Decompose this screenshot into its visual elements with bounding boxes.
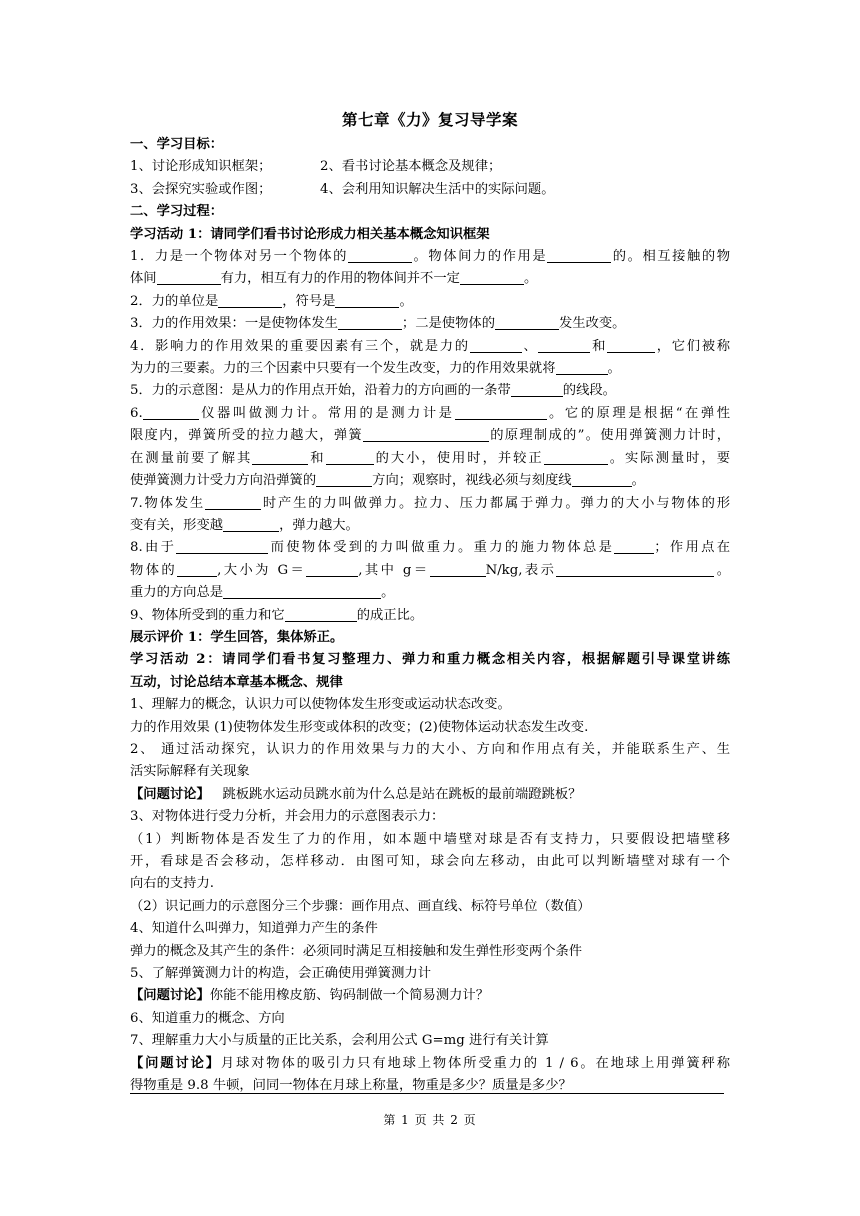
point-2-line-1: 2、 通过活动探究，认识力的作用效果与力的大小、方向和作用点有关，并能联系生产、生 <box>130 741 730 757</box>
activity-2-heading-line-2: 互动，讨论总结本章基本概念、规律 <box>130 674 343 690</box>
blank[interactable] <box>143 404 199 420</box>
goal-item: 3、会探究实验或作图； <box>130 181 272 197</box>
text: ，符号是 <box>282 293 336 309</box>
activity-1-heading: 学习活动 1：请同学们看书讨论形成力相关基本概念知识框架 <box>130 226 490 242</box>
question-5 <box>130 380 730 402</box>
blank[interactable] <box>176 538 268 554</box>
blank[interactable] <box>556 359 608 375</box>
text: 。 <box>399 293 413 309</box>
text: 的。相互接触的物 <box>611 249 730 265</box>
blank[interactable] <box>614 538 654 554</box>
activity-2-heading-line-1: 学习活动 2：请同学们看书复习整理力、弹力和重力概念相关内容，根据解题引导课堂讲练 <box>130 652 730 668</box>
text: 。 <box>523 271 538 287</box>
point-3-sub-1-line-3: 向右的支持力. <box>130 876 215 892</box>
text: 有力，相互有力的作用的物体间并不一定 <box>220 271 460 287</box>
question-4-line-2 <box>130 358 730 380</box>
text: 6. <box>130 405 143 421</box>
text: N/kg,表示 <box>485 562 557 578</box>
text: 而使物体受到的力叫做重力。重力的施力物体总是 <box>268 540 615 556</box>
discussion-label: 【问题讨论】 <box>130 786 210 802</box>
text: 。 <box>607 361 621 377</box>
question-2 <box>130 291 730 313</box>
discussion-label: 【问题讨论】 <box>130 988 210 1004</box>
point-4: 4、知道什么叫弹力，知道弹力产生的条件 <box>130 921 378 937</box>
text: 体间 <box>130 271 157 287</box>
point-2-line-2: 活实际解释有关现象 <box>130 764 250 780</box>
question-8-line-1 <box>130 537 730 559</box>
goals-row-2 <box>130 179 730 201</box>
text: 使弹簧测力计受力方向沿弹簧的 <box>130 473 317 489</box>
text: 和 <box>308 450 326 466</box>
text: 和 <box>590 338 608 354</box>
blank[interactable] <box>306 561 358 577</box>
text: 的原理制成的”。使用弹簧测力计时， <box>488 428 730 444</box>
blank[interactable] <box>363 426 489 442</box>
text: 变有关，形变越 <box>130 517 224 533</box>
page-title: 第七章《力》复习导学案 <box>341 110 518 129</box>
text: 发生改变。 <box>559 316 626 332</box>
goals-row-1 <box>130 156 730 178</box>
text: 5．力的示意图：是从力的作用点开始，沿着力的方向画的一条带 <box>130 383 511 399</box>
point-3: 3、对物体进行受力分析，并会用力的示意图表示力： <box>130 809 445 825</box>
blank[interactable] <box>544 449 608 465</box>
question-6-line-1 <box>130 403 730 425</box>
text: 。 <box>714 562 730 578</box>
point-3-sub-1-line-2: 开，看球是否会移动，怎样移动．由图可知，球会向左移动，由此可以判断墙壁对球有一个 <box>130 854 730 869</box>
text: 的线段。 <box>562 383 616 399</box>
question-9 <box>130 605 730 627</box>
discussion-3-line-2: 得物重是 9.8 牛顿，问同一物体在月球上称量，物重是多少？质量是多少？ <box>130 1078 572 1094</box>
text: ，它们被称 <box>655 338 730 354</box>
text: 方向；观察时，视线必须与刻度线 <box>372 473 572 489</box>
blank[interactable] <box>157 269 221 285</box>
section-heading-process: 二、学习过程： <box>130 204 224 220</box>
question-1-line-2 <box>130 268 730 290</box>
blank[interactable] <box>316 471 372 487</box>
section-heading-goals: 一、学习目标： <box>130 137 224 152</box>
question-6-line-4 <box>130 470 730 492</box>
blank[interactable] <box>495 314 559 330</box>
goal-item: 4、会利用知识解决生活中的实际问题。 <box>320 181 555 197</box>
blank[interactable] <box>348 247 412 263</box>
discussion-3-line-1 <box>130 1053 730 1075</box>
question-1-line-1 <box>130 246 730 268</box>
text: 为力的三要素。力的三个因素中只要有一个发生改变，力的作用效果就将 <box>130 361 556 377</box>
text: 的成正比。 <box>356 607 424 623</box>
text: 时产生的力叫做弹力。拉力、压力都属于弹力。弹力的大小与物体的形 <box>261 495 730 511</box>
blank[interactable] <box>572 471 632 487</box>
text: 。物体间力的作用是 <box>411 249 548 265</box>
evaluation-1: 展示评价 1：学生回答，集体矫正。 <box>130 629 344 645</box>
blank[interactable] <box>607 337 655 353</box>
blank[interactable] <box>460 269 524 285</box>
blank[interactable] <box>338 314 402 330</box>
discussion-1 <box>130 784 730 806</box>
text: 、 <box>521 338 539 354</box>
text: 9、物体所受到的重力和它 <box>130 607 285 623</box>
text: ，弹力越大。 <box>279 517 359 533</box>
point-1-detail: 力的作用效果 (1)使物体发生形变或体积的改变；(2)使物体运动状态发生改变. <box>130 719 589 735</box>
text: 1．力是一个物体对另一个物体的 <box>130 249 348 265</box>
blank[interactable] <box>335 292 399 308</box>
discussion-label: 【问题讨论】 <box>130 1055 221 1071</box>
point-4-detail: 弹力的概念及其产生的条件：必须同时满足互相接触和发生弹性形变两个条件 <box>130 943 583 959</box>
text: ；二是使物体的 <box>401 316 495 332</box>
text: 3．力的作用效果：一是使物体发生 <box>130 316 338 332</box>
question-7-line-2 <box>130 515 730 537</box>
point-7: 7、理解重力大小与质量的正比关系，会利用公式 G=mg 进行有关计算 <box>130 1033 549 1049</box>
discussion-text: 跳板跳水运动员跳水前为什么总是站在跳板的最前端蹬跳板？ <box>222 786 582 802</box>
text: 7.物体发生 <box>130 495 206 511</box>
discussion-2 <box>130 985 730 1007</box>
question-8-line-3 <box>130 582 730 604</box>
text: 仪器叫做测力计。常用的是测力计是 <box>198 405 455 421</box>
blank[interactable] <box>285 606 357 622</box>
footer-divider <box>130 1093 724 1094</box>
point-3-sub-2: （2）识记画力的示意图分三个步骤：画作用点、画直线、标符号单位（数值） <box>130 898 591 914</box>
discussion-text: 月球对物体的吸引力只有地球上物体所受重力的 1 / 6。在地球上用弹簧秤称 <box>220 1055 730 1071</box>
text: 。 <box>631 473 645 489</box>
goal-item: 2、看书讨论基本概念及规律； <box>320 159 502 175</box>
text: ,大小为 G＝ <box>217 562 307 578</box>
text: 。 <box>381 585 395 601</box>
question-3 <box>130 313 730 335</box>
point-5: 5、了解弹簧测力计的构造，会正确使用弹簧测力计 <box>130 966 431 982</box>
point-6: 6、知道重力的概念、方向 <box>130 1010 285 1026</box>
blank[interactable] <box>547 247 611 263</box>
question-6-line-2 <box>130 425 730 447</box>
blank[interactable] <box>205 494 261 510</box>
question-8-line-2 <box>130 560 730 582</box>
text: ；作用点在 <box>654 540 730 556</box>
text: 2．力的单位是 <box>130 293 219 309</box>
blank[interactable] <box>538 337 590 353</box>
blank[interactable] <box>455 404 547 420</box>
blank[interactable] <box>218 292 282 308</box>
text: 8.由于 <box>130 540 177 556</box>
text: 在测量前要了解其 <box>130 450 253 466</box>
point-1: 1、理解力的概念，认识力可以使物体发生形变或运动状态改变。 <box>130 697 511 713</box>
text: 重力的方向总是 <box>130 585 224 601</box>
blank[interactable] <box>430 561 486 577</box>
discussion-text: 你能不能用橡皮筋、钩码制做一个简易测力计？ <box>209 988 490 1004</box>
blank[interactable] <box>326 449 374 465</box>
blank[interactable] <box>223 583 381 599</box>
question-4-line-1 <box>130 336 730 358</box>
text: 的大小，使用时，并较正 <box>373 450 544 466</box>
blank[interactable] <box>177 561 217 577</box>
page-footer: 第 1 页 共 2 页 <box>383 1113 477 1127</box>
point-3-sub-1-line-1: （1）判断物体是否发生了力的作用，如本题中墙壁对球是否有支持力，只要假设把墙壁移 <box>130 831 730 847</box>
blank[interactable] <box>556 561 714 577</box>
goal-item: 1、讨论形成知识框架； <box>130 159 272 175</box>
blank[interactable] <box>223 516 279 532</box>
text: 限度内，弹簧所受的拉力越大，弹簧 <box>130 428 363 444</box>
blank[interactable] <box>470 337 522 353</box>
blank[interactable] <box>511 381 563 397</box>
text: 4．影响力的作用效果的重要因素有三个，就是力的 <box>130 338 470 354</box>
blank[interactable] <box>252 449 308 465</box>
text: 。它的原理是根据“在弹性 <box>546 405 730 421</box>
question-7-line-1 <box>130 493 730 515</box>
text: 物体的 <box>130 562 178 578</box>
text: ,其中 g＝ <box>358 562 430 578</box>
document-page <box>130 100 730 1097</box>
text: 。实际测量时，要 <box>607 450 730 466</box>
question-6-line-3 <box>130 448 730 470</box>
